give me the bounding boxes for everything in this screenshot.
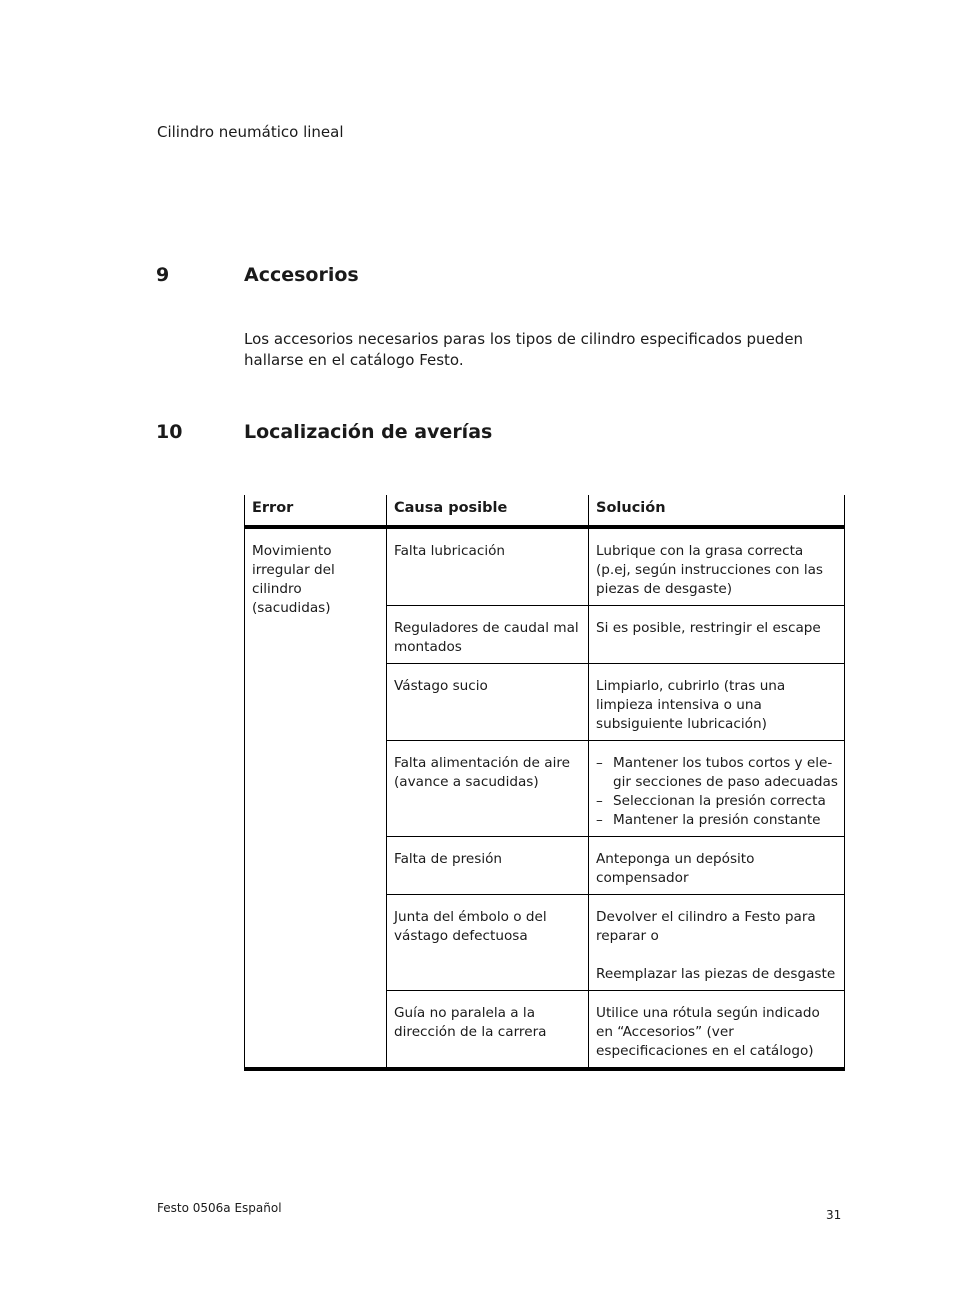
page-number: 31 [826,1208,842,1222]
table-header-row [245,495,845,527]
section-9-text: Los accesorios necesarios paras los tipos de cilindro especificados pueden hallarse en el catálogo Festo. [244,330,804,369]
footer-publisher: Festo 0506a Español [157,1201,282,1215]
solution-cell [589,741,845,837]
solution-cell: Utilice una rótula según indicado en “Accesorios” (ver especificaciones en el catálogo) [589,991,845,1070]
solution-cell: Si es posible, restringir el escape [589,606,845,664]
cause-cell: Junta del émbolo o del vástago defectuosa [387,895,589,991]
section-9-title: Accesorios [244,264,359,286]
section-9-number: 9 [156,264,170,286]
cause-cell: Falta de presión [387,837,589,895]
solution-extra-text: Reemplazar las piezas de desgaste [596,966,836,982]
solution-list [596,754,838,830]
cause-cell: Guía no paralela a la dirección de la carrera [387,991,589,1070]
header-cause: Causa posible [387,495,589,527]
header-solution: Solución [589,495,845,527]
section-10-title: Localización de averías [244,421,493,443]
solution-cell: Anteponga un depósito compensador [589,837,845,895]
cause-cell: Falta lubricación [387,527,589,606]
solution-list-item: – Mantener la presión constante [596,811,838,830]
header-error: Error [245,495,387,527]
section-10-number: 10 [156,421,183,443]
table-row [245,527,845,606]
solution-cell: Lubrique con la grasa correcta (p.ej, según instrucciones con las piezas de desgaste) [589,527,845,606]
solution-text: Devolver el cilindro a Festo para reparar o [596,909,816,944]
cause-cell: Vástago sucio [387,664,589,741]
cause-cell: Reguladores de caudal mal montados [387,606,589,664]
cause-cell: Falta alimentación de aire (avance a sacudidas) [387,741,589,837]
solution-list-item: – Seleccionan la presión correcta [596,792,838,811]
running-header: Cilindro neumático lineal [157,123,344,141]
solution-list-item: – Mantener los tubos cortos y ele- gir secciones de paso adecuadas [596,754,838,792]
solution-cell: Limpiarlo, cubrirlo (tras una limpieza intensiva o una subsiguiente lubricación) [589,664,845,741]
troubleshooting-table [244,495,845,1071]
solution-cell [589,895,845,991]
error-cell: Movimiento irregular del cilindro (sacudidas) [245,527,387,1069]
